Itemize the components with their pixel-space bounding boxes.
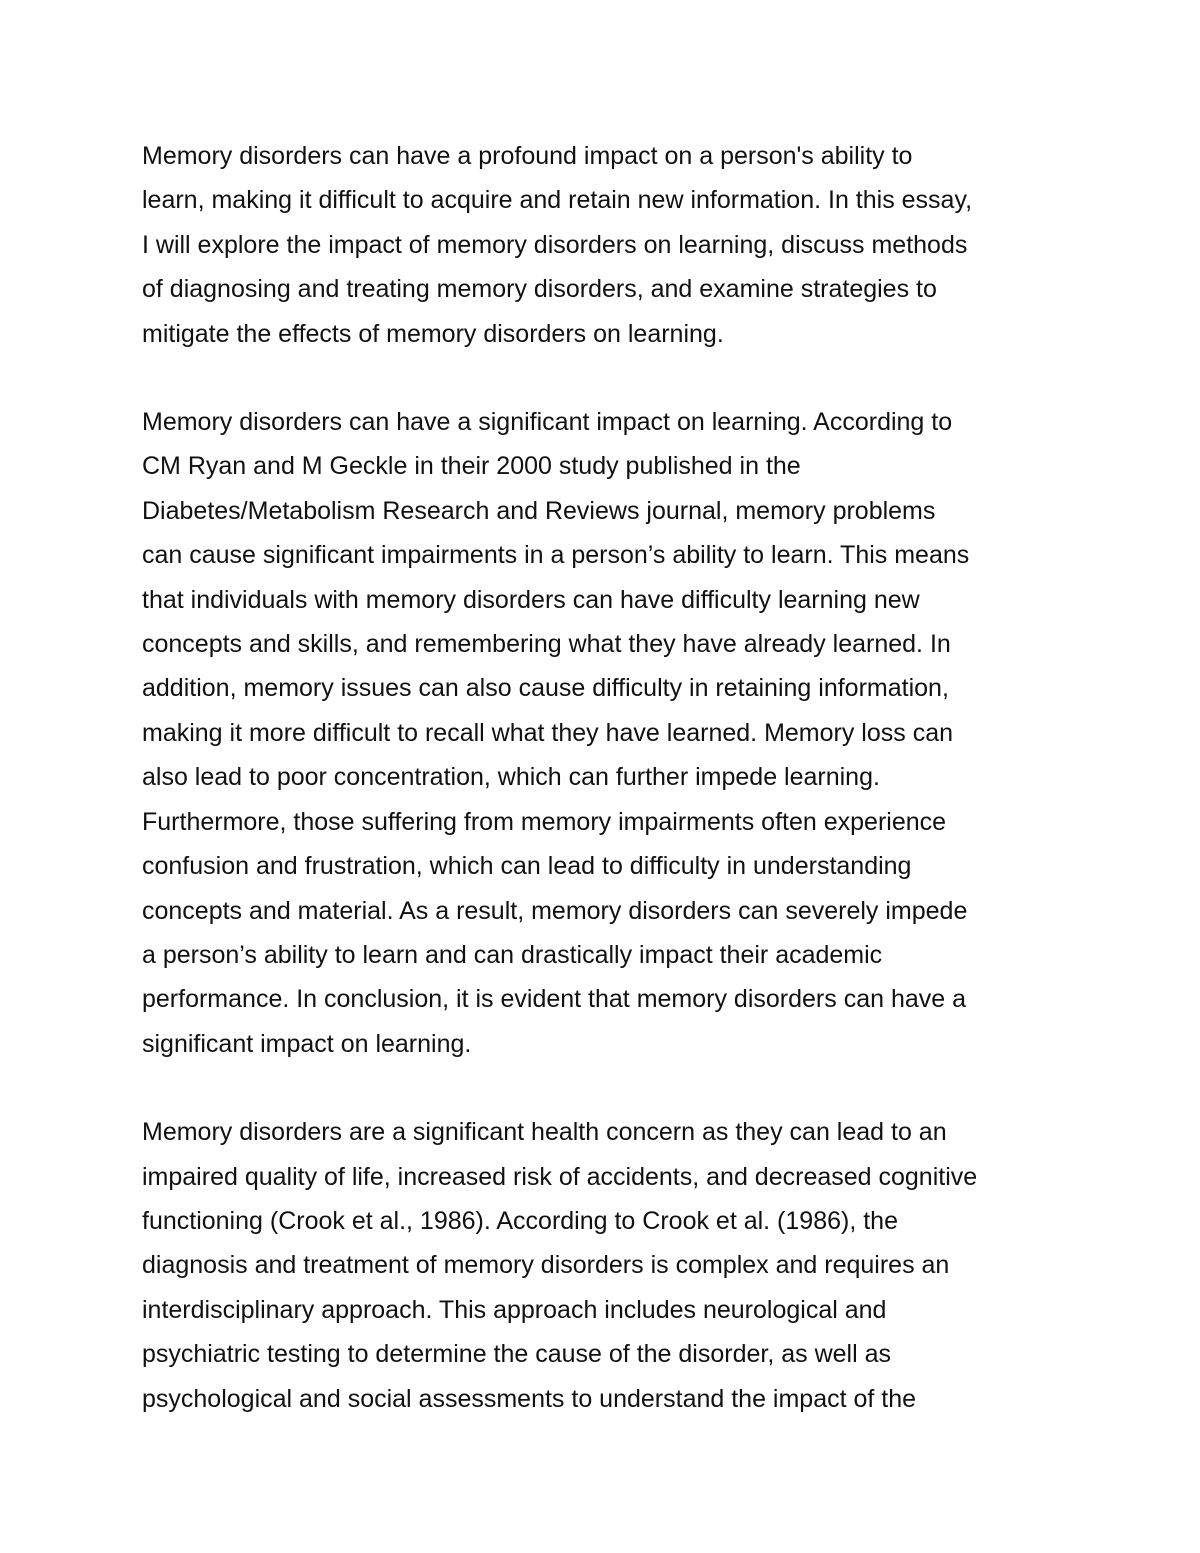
text-line: making it more difficult to recall what they have learned. Memory loss can <box>142 718 954 747</box>
text-line: mitigate the effects of memory disorders on learning. <box>142 319 724 348</box>
text-line: learn, making it difficult to acquire and retain new information. In this essay, <box>142 186 973 215</box>
paragraph-impact-on-learning <box>142 400 1080 1066</box>
text-line: addition, memory issues can also cause difficulty in retaining information, <box>142 674 949 703</box>
text-line: concepts and material. As a result, memory disorders can severely impede <box>142 896 968 925</box>
text-line: Memory disorders can have a profound impact on a person's ability to <box>142 142 913 170</box>
text-line: psychiatric testing to determine the cause of the disorder, as well as <box>142 1340 891 1369</box>
text-line: interdisciplinary approach. This approach includes neurological and <box>142 1295 887 1324</box>
text-line: concepts and skills, and remembering what they have already learned. In <box>142 630 951 659</box>
text-line: significant impact on learning. <box>142 1029 472 1058</box>
text-line: CM Ryan and M Geckle in their 2000 study published in the <box>142 452 801 481</box>
text-line: psychological and social assessments to understand the impact of the <box>142 1384 917 1413</box>
text-line: confusion and frustration, which can lead to difficulty in understanding <box>142 852 912 881</box>
text-line: I will explore the impact of memory disorders on learning, discuss methods <box>142 230 968 259</box>
text-line: Diabetes/Metabolism Research and Reviews journal, memory problems <box>142 496 936 525</box>
text-line: Memory disorders are a significant health concern as they can lead to an <box>142 1118 947 1147</box>
text-line: impaired quality of life, increased risk of accidents, and decreased cognitive <box>142 1162 978 1191</box>
text-line: that individuals with memory disorders can have difficulty learning new <box>142 585 920 614</box>
text-line: functioning (Crook et al., 1986). According to Crook et al. (1986), the <box>142 1206 898 1235</box>
paragraph-diagnosis-treatment <box>142 1110 1080 1421</box>
text-line: of diagnosing and treating memory disorders, and examine strategies to <box>142 275 937 304</box>
text-line: diagnosis and treatment of memory disorders is complex and requires an <box>142 1251 950 1280</box>
text-line: Furthermore, those suffering from memory impairments often experience <box>142 807 947 836</box>
text-line: also lead to poor concentration, which can further impede learning. <box>142 763 880 792</box>
text-line: performance. In conclusion, it is evident that memory disorders can have a <box>142 985 967 1014</box>
paragraph-introduction <box>142 134 1080 356</box>
text-line: Memory disorders can have a significant impact on learning. According to <box>142 408 953 437</box>
text-line: a person’s ability to learn and can drastically impact their academic <box>142 940 883 969</box>
text-line: can cause significant impairments in a person’s ability to learn. This means <box>142 541 970 570</box>
